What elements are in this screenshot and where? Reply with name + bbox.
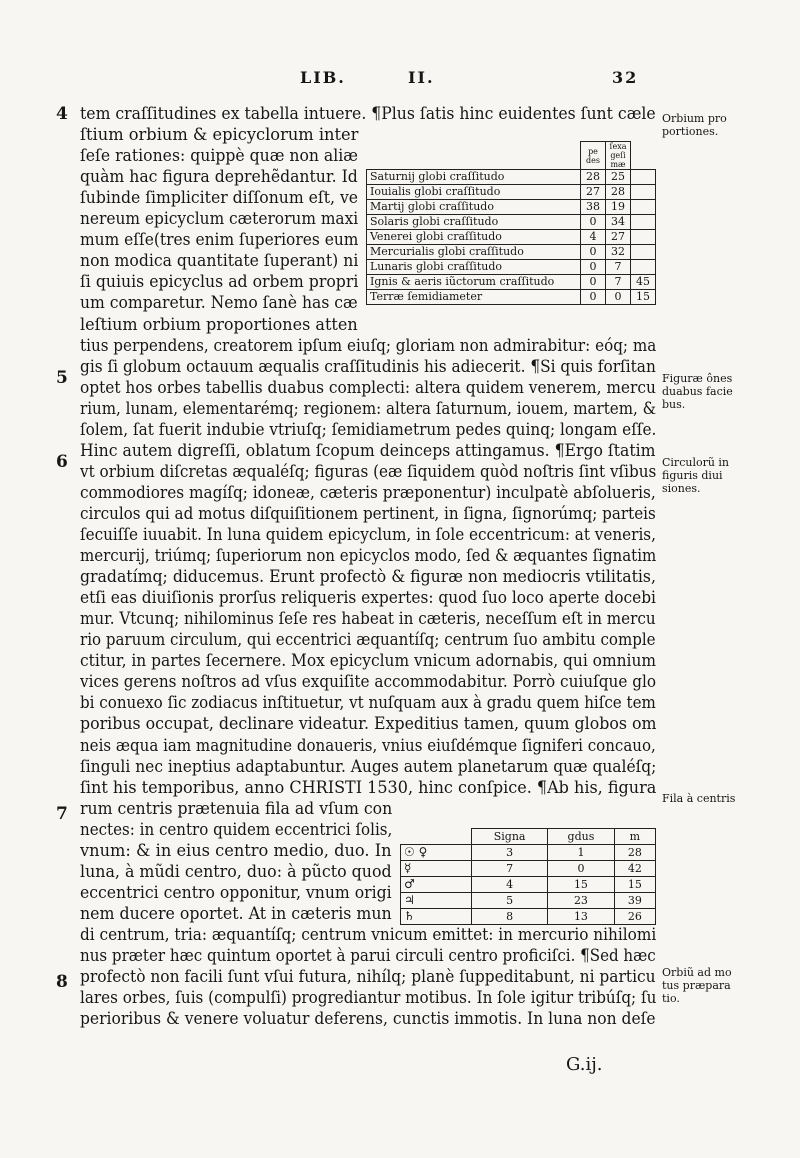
text-line: di centrum, tria: æquantíſq; centrum vnicum emittet: in mercurio nihilomi	[80, 924, 657, 945]
table-row	[401, 877, 656, 893]
table-cell: 28	[581, 170, 606, 185]
text-line: profectò non facili ſunt vſui futura, nihílq; planè ſuppeditabunt, ni particu	[80, 967, 656, 988]
text-line: nem ducere oportet. At in cæteris mun	[80, 903, 392, 924]
text-line: tius perpendens, creatorem ipſum eiuſq; gloriam non admirabitur: eóq; ma	[80, 335, 657, 356]
table-row	[367, 170, 656, 185]
table-row	[401, 893, 656, 909]
text-line: bi conuexo ſic zodiacus inſtituetur, vt nuſquam aux à gradu quem hiſce tem	[80, 693, 656, 714]
table-row	[367, 200, 656, 215]
text-line: eccentrici centro opponitur, vnum origi	[80, 882, 392, 903]
table-row	[367, 260, 656, 275]
table-cell: 8	[472, 909, 548, 925]
line-number: 7	[56, 804, 68, 824]
table-cell: Iouialis globi craſſitudo	[367, 185, 581, 200]
running-head-lib: LIB.	[300, 68, 346, 87]
text-line: ſubinde ſimpliciter diſſonum eſt, ve	[80, 188, 359, 209]
table-cell: Lunaris globi craſſitudo	[367, 260, 581, 275]
table-row	[367, 275, 656, 290]
text-line: ſint his temporibus, anno CHRISTI 1530, hinc conſpice. ¶Ab his, figura	[80, 777, 657, 798]
text-line: ſinguli nec ineptius adaptabuntur. Auges autem planetarum quæ qualéſq;	[80, 756, 657, 777]
text-line: gis ſi globum octauum æqualis craſſitudinis his adiecerit. ¶Si quis forſitan	[80, 356, 656, 377]
apogee-table	[400, 828, 656, 925]
table-cell: 26	[614, 909, 655, 925]
text-line: neis æqua iam magnitudine donaueris, vnius eiuſdémque ſigniferi concauo,	[80, 735, 656, 756]
line-number: 8	[56, 972, 68, 992]
planet-symbol: ☉ ♀	[401, 845, 472, 861]
text-line: Hinc autem digreſſi, oblatum ſcopum deinceps attingamus. ¶Ergo ſtatim	[80, 440, 656, 461]
table-header-cell: pe des	[581, 142, 606, 170]
text-line: rium, lunam, elementarémq; regionem: altera ſaturnum, iouem, martem, &	[80, 398, 657, 419]
table-cell	[631, 200, 656, 215]
planet-symbol: ♃	[401, 893, 472, 909]
text-line: quàm hac figura deprehẽdantur. Id	[80, 167, 358, 188]
table-cell: 45	[631, 275, 656, 290]
text-line: ſi quiuis epicyclus ad orbem propri	[80, 272, 359, 293]
text-line: perioribus & venere voluatur deferens, cunctis immotis. In luna non deſe	[80, 1009, 656, 1030]
table-cell: 13	[548, 909, 614, 925]
orbit-thickness-table	[366, 141, 656, 305]
table-header-cell: gdus	[548, 829, 614, 845]
table-cell	[631, 215, 656, 230]
text-line: ſeſe rationes: quippè quæ non aliæ	[80, 146, 358, 167]
margin-note: Circulorũ in figuris diui siones.	[662, 456, 730, 495]
table-row	[367, 290, 656, 305]
table-cell: 0	[581, 290, 606, 305]
text-line: ctitur, in partes ſecernere. Mox epicyclum vnicum adornabis, qui omnium	[80, 651, 657, 672]
table-cell: 34	[606, 215, 631, 230]
table-cell: Terræ ſemidiameter	[367, 290, 581, 305]
table-cell	[631, 245, 656, 260]
text-line: nus præter hæc quintum oportet à parui circuli centro proficiſci. ¶Sed hæc	[80, 946, 656, 966]
table-cell: 15	[614, 877, 655, 893]
text-line: commodiores magíſq; idoneæ, cæteris præponentur) inculpatè abſolueris,	[80, 482, 656, 503]
text-line: optet hos orbes tabellis duabus complecti: altera quidem venerem, mercu	[80, 377, 656, 398]
text-line: non modica quantitate ſuperant) ni	[80, 251, 359, 272]
table-cell: 4	[581, 230, 606, 245]
text-line: rio paruum circulum, qui eccentrici æquantíſq; centrum ſuo ambitu comple	[80, 630, 656, 651]
planet-symbol: ☿	[401, 861, 472, 877]
table-cell: 7	[606, 260, 631, 275]
table-row	[367, 230, 656, 245]
table-cell	[631, 170, 656, 185]
signature-mark: G.ij.	[566, 1054, 603, 1075]
table-cell: 23	[548, 893, 614, 909]
table-cell	[631, 185, 656, 200]
table-cell: 0	[581, 215, 606, 230]
table-row	[367, 215, 656, 230]
planet-symbol: ♂	[401, 877, 472, 893]
table-cell: Saturnij globi craſſitudo	[367, 170, 581, 185]
margin-note: Orbium pro portiones.	[662, 112, 727, 138]
text-line: mercurij, triúmq; ſuperiorum non epicyclos modo, ſed & æquantes ſignatim	[80, 546, 657, 567]
table-cell: 19	[606, 200, 631, 215]
text-line: etſi eas diuiſionis prorſus reliqueris expertes: quod ſuo loco aperte docebi	[80, 588, 656, 609]
text-line: nereum epicyclum cæterorum maxi	[80, 209, 359, 230]
table-cell: 39	[614, 893, 655, 909]
table-cell: 27	[606, 230, 631, 245]
table-cell: 7	[606, 275, 631, 290]
text-line: vnum: & in eius centro medio, duo. In	[80, 840, 392, 861]
text-line: ſolem, ſat fuerit indubie vtriuſq; ſemidiametrum pedes quinq; longam eſſe.	[80, 419, 657, 440]
text-line: ſtium orbium & epicyclorum inter	[80, 125, 359, 146]
text-line: um comparetur. Nemo ſanè has cæ	[80, 293, 358, 314]
table-cell: 3	[472, 845, 548, 861]
table-cell: 0	[606, 290, 631, 305]
table-header-cell: Signa	[472, 829, 548, 845]
table-cell: 32	[606, 245, 631, 260]
table-cell: 15	[548, 877, 614, 893]
table-row	[367, 185, 656, 200]
table-header-cell: ſexa geſi mæ	[606, 142, 631, 170]
folio-number: 32	[612, 68, 639, 87]
line-number: 6	[56, 452, 68, 472]
table-cell: Martij globi craſſitudo	[367, 200, 581, 215]
table-cell: 42	[614, 861, 655, 877]
text-line: rum centris prætenuia fila ad vſum con	[80, 798, 393, 819]
table-cell: 0	[581, 260, 606, 275]
table-cell: Venerei globi craſſitudo	[367, 230, 581, 245]
table-cell: 25	[606, 170, 631, 185]
table-cell: Solaris globi craſſitudo	[367, 215, 581, 230]
text-line: luna, à mũdi centro, duo: à pũcto quod	[80, 861, 392, 882]
table-cell: Mercurialis globi craſſitudo	[367, 245, 581, 260]
table-cell: 0	[581, 245, 606, 260]
text-line: ſecuiſſe iuuabit. In luna quidem epicyclum, in ſole eccentricum: at veneris,	[80, 525, 656, 545]
text-line: gradatímq; diducemus. Erunt profectò & figuræ non mediocris vtilitatis,	[80, 567, 656, 588]
text-line: mum eſſe(tres enim ſuperiores eum	[80, 230, 359, 251]
table-row	[401, 909, 656, 925]
table-row	[401, 861, 656, 877]
table-header-cell: m	[614, 829, 655, 845]
text-line: tem craſſitudines ex tabella intuere. ¶Plus ſatis hinc euidentes ſunt cæle	[80, 104, 656, 124]
text-line: vices gerens noſtros ad vſus exquiſite accommodabitur. Porrò cuiuſque glo	[80, 672, 657, 693]
line-number: 4	[56, 104, 68, 124]
table-cell	[631, 230, 656, 245]
table-row	[401, 845, 656, 861]
line-number: 5	[56, 368, 68, 388]
margin-note: Orbiũ ad mo tus præpara tio.	[662, 966, 732, 1005]
text-line: leſtium orbium proportiones atten	[80, 314, 358, 335]
table-cell: 28	[606, 185, 631, 200]
table-cell	[631, 260, 656, 275]
margin-note: Figuræ ônes duabus facie bus.	[662, 372, 733, 411]
table-cell: 1	[548, 845, 614, 861]
text-line: poribus occupat, declinare videatur. Expeditius tamen, quum globos om	[80, 714, 657, 735]
table-row	[367, 245, 656, 260]
table-cell: 15	[631, 290, 656, 305]
text-line: mur. Vtcunq; nihilominus ſeſe res habeat in cæteris, neceſſum eſt in mercu	[80, 609, 656, 630]
table-cell: 0	[581, 275, 606, 290]
text-line: lares orbes, ſuis (compulſi) progrediantur motibus. In ſole igitur tribúſq; ſu	[80, 988, 657, 1009]
table-cell: 38	[581, 200, 606, 215]
text-line: vt orbium diſcretas æqualéſq; figuras (eæ ſiquidem quòd noſtris ſint vſibus	[80, 461, 657, 482]
margin-note: Fila à centris	[662, 792, 736, 805]
table-cell: 5	[472, 893, 548, 909]
table-cell: 0	[548, 861, 614, 877]
table-cell: 27	[581, 185, 606, 200]
text-line: circulos qui ad motus diſquiſitionem pertinent, in ſigna, ſignorúmq; parteis	[80, 503, 656, 524]
table-cell: 28	[614, 845, 655, 861]
table-cell: 7	[472, 861, 548, 877]
running-head-book: II.	[408, 68, 435, 87]
table-cell: Ignis & aeris iũctorum craſſitudo	[367, 275, 581, 290]
text-line: nectes: in centro quidem eccentrici ſolis,	[80, 819, 393, 840]
planet-symbol: ♄	[401, 909, 472, 925]
table-cell: 4	[472, 877, 548, 893]
